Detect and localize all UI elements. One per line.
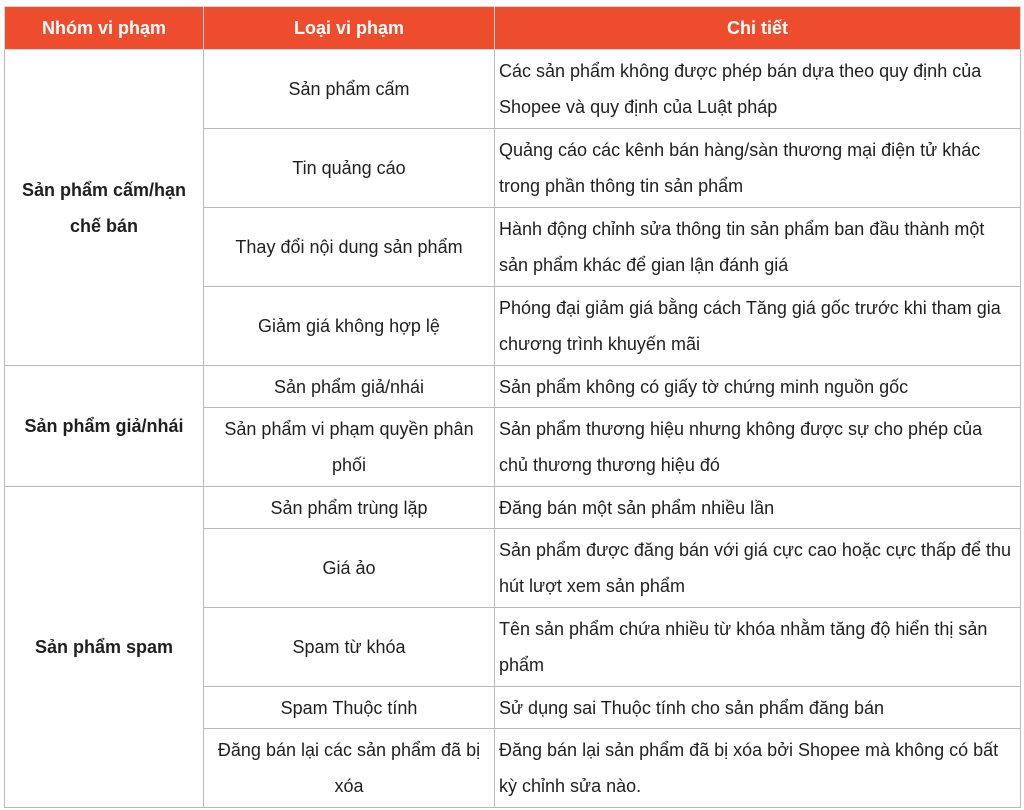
detail-cell: Sản phẩm thương hiệu nhưng không được sự cho phép của chủ thương thương hiệu đó xyxy=(495,408,1021,487)
type-cell: Spam từ khóa xyxy=(204,608,495,687)
detail-cell: Các sản phẩm không được phép bán dựa theo quy định của Shopee và quy định của Luật pháp xyxy=(495,50,1021,129)
detail-cell: Quảng cáo các kênh bán hàng/sàn thương mại điện tử khác trong phần thông tin sản phẩm xyxy=(495,129,1021,208)
table-row xyxy=(5,487,1021,529)
table-row xyxy=(5,366,1021,408)
detail-cell: Sản phẩm không có giấy tờ chứng minh nguồn gốc xyxy=(495,366,1021,408)
table-row xyxy=(5,50,1021,129)
type-cell: Sản phẩm giả/nhái xyxy=(204,366,495,408)
type-cell: Sản phẩm cấm xyxy=(204,50,495,129)
header-group: Nhóm vi phạm xyxy=(5,7,204,50)
detail-cell: Sử dụng sai Thuộc tính cho sản phẩm đăng bán xyxy=(495,687,1021,729)
detail-cell: Phóng đại giảm giá bằng cách Tăng giá gốc trước khi tham gia chương trình khuyến mãi xyxy=(495,287,1021,366)
group-cell: Sản phẩm spam xyxy=(5,487,204,808)
header-type: Loại vi phạm xyxy=(204,7,495,50)
type-cell: Thay đổi nội dung sản phẩm xyxy=(204,208,495,287)
type-cell: Giảm giá không hợp lệ xyxy=(204,287,495,366)
detail-cell: Hành động chỉnh sửa thông tin sản phẩm ban đầu thành một sản phẩm khác để gian lận đánh giá xyxy=(495,208,1021,287)
type-cell: Tin quảng cáo xyxy=(204,129,495,208)
detail-cell: Sản phẩm được đăng bán với giá cực cao hoặc cực thấp để thu hút lượt xem sản phẩm xyxy=(495,529,1021,608)
group-cell: Sản phẩm giả/nhái xyxy=(5,366,204,487)
header-row xyxy=(5,7,1021,50)
header-detail: Chi tiết xyxy=(495,7,1021,50)
type-cell: Đăng bán lại các sản phẩm đã bị xóa xyxy=(204,729,495,808)
detail-cell: Đăng bán lại sản phẩm đã bị xóa bởi Shopee mà không có bất kỳ chỉnh sửa nào. xyxy=(495,729,1021,808)
group-cell: Sản phẩm cấm/hạn chế bán xyxy=(5,50,204,366)
detail-cell: Tên sản phẩm chứa nhiều từ khóa nhằm tăng độ hiển thị sản phẩm xyxy=(495,608,1021,687)
detail-cell: Đăng bán một sản phẩm nhiều lần xyxy=(495,487,1021,529)
type-cell: Sản phẩm trùng lặp xyxy=(204,487,495,529)
type-cell: Spam Thuộc tính xyxy=(204,687,495,729)
violations-table xyxy=(4,6,1021,808)
type-cell: Sản phẩm vi phạm quyền phân phối xyxy=(204,408,495,487)
type-cell: Giá ảo xyxy=(204,529,495,608)
